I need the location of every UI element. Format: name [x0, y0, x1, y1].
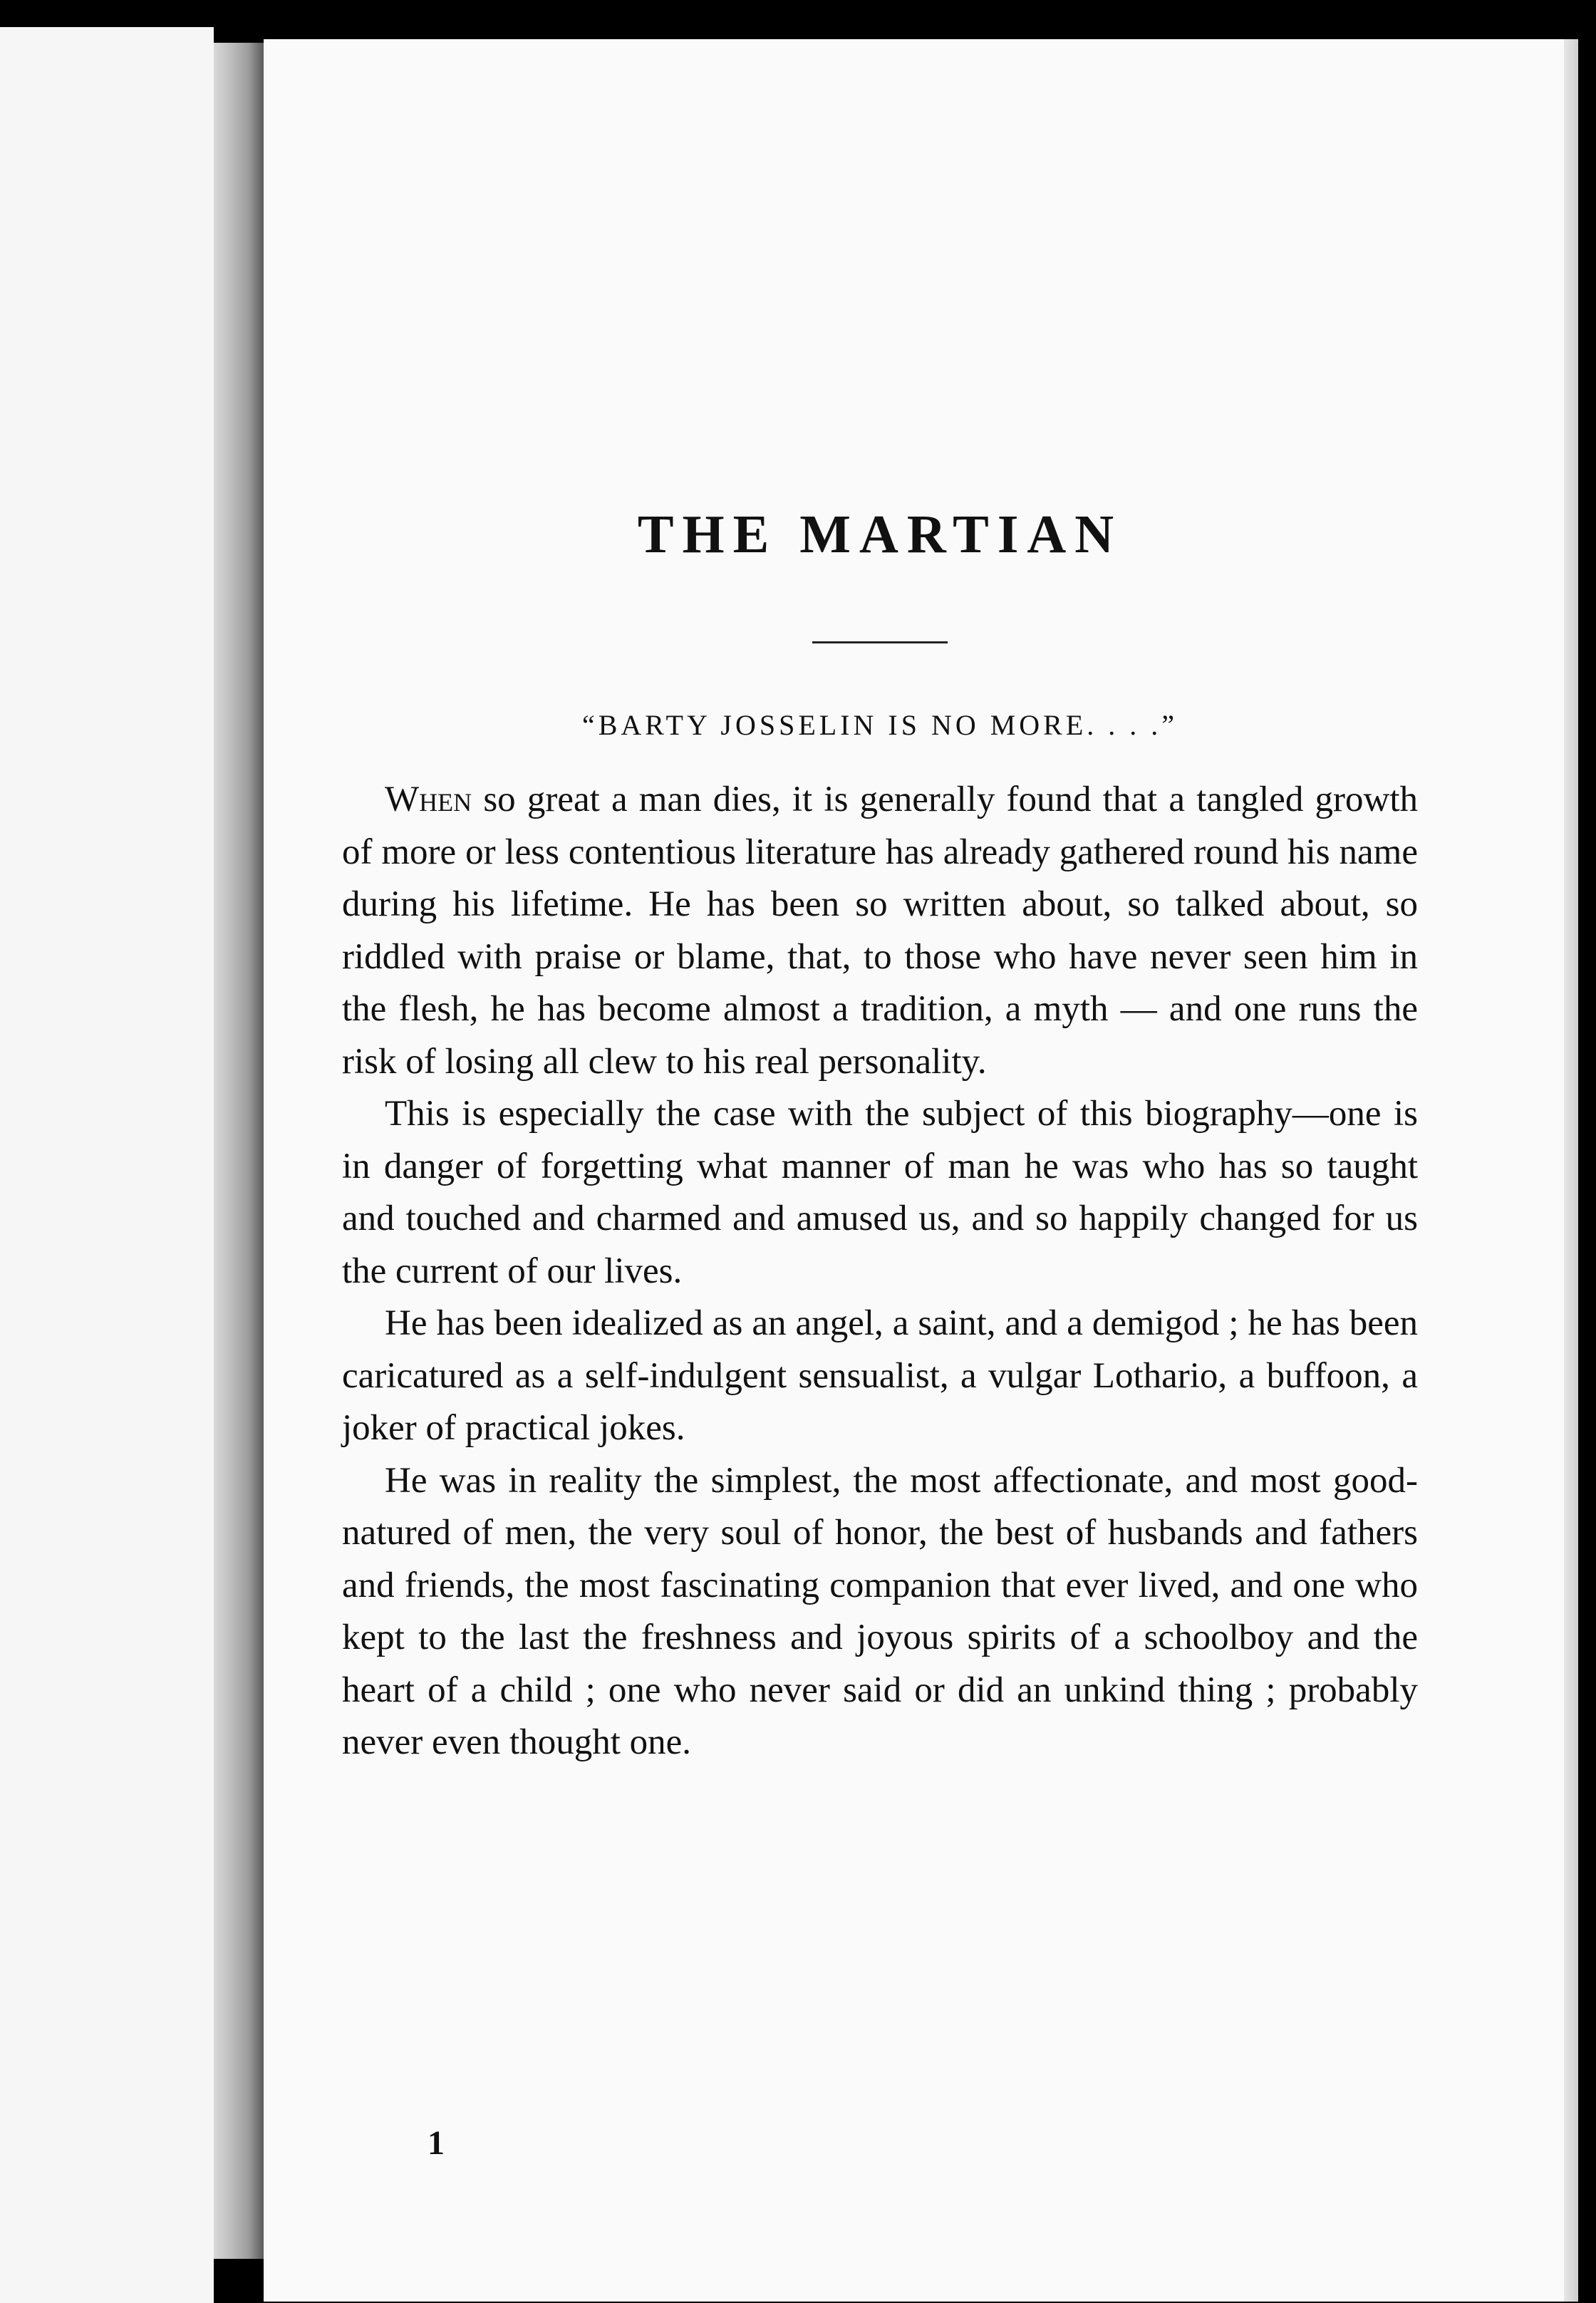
- paragraph: [342, 1455, 1418, 1769]
- paragraph: [342, 1298, 1418, 1455]
- page-number: 1: [428, 2124, 445, 2162]
- page-content: [342, 499, 1418, 1769]
- page-edge: [1564, 39, 1578, 2302]
- book-gutter: [214, 43, 264, 2259]
- title-rule: [812, 641, 948, 643]
- paragraph: [342, 774, 1418, 1088]
- facing-page-edge: [0, 27, 214, 2303]
- paragraph-text: He was in reality the simplest, the most affectionate, and most good-natured of men, the very soul of honor, the best of husbands and fathers and friends, the most fascinating companion that ever lived, and one who kept to the last the freshness and joyous spirits of a schoolboy and the heart of a child ; one who never said or did an unkind thing ; probably never even thought one.: [342, 1460, 1418, 1762]
- paragraph-text: He has been idealized as an angel, a saint, and a demigod ; he has been caricatured as a self-indulgent sensualist, a vulgar Lothario, a buffoon, a joker of practical jokes.: [342, 1303, 1418, 1448]
- chapter-heading: “BARTY JOSSELIN IS NO MORE. . . .”: [581, 709, 1178, 741]
- body-text: [342, 774, 1418, 1769]
- paragraph-text: so great a man dies, it is generally found that a tangled growth of more or less contentious literature has already gathered round his name during his lifetime. He has been so written about, so talked about, so riddled with praise or blame, that, to those who have never seen him in the flesh, he has become almost a tradition, a myth — and one runs the risk of losing all clew to his real personality.: [342, 780, 1418, 1082]
- paragraph-text: This is especially the case with the subject of this biography—one is in danger of forgetting what manner of man he was who has so taught and touched and charmed and amused us, and so happily changed for us the current of our lives.: [342, 1094, 1418, 1291]
- book-title: THE MARTIAN: [637, 504, 1123, 564]
- opening-word: When: [385, 780, 472, 819]
- paragraph: [342, 1088, 1418, 1298]
